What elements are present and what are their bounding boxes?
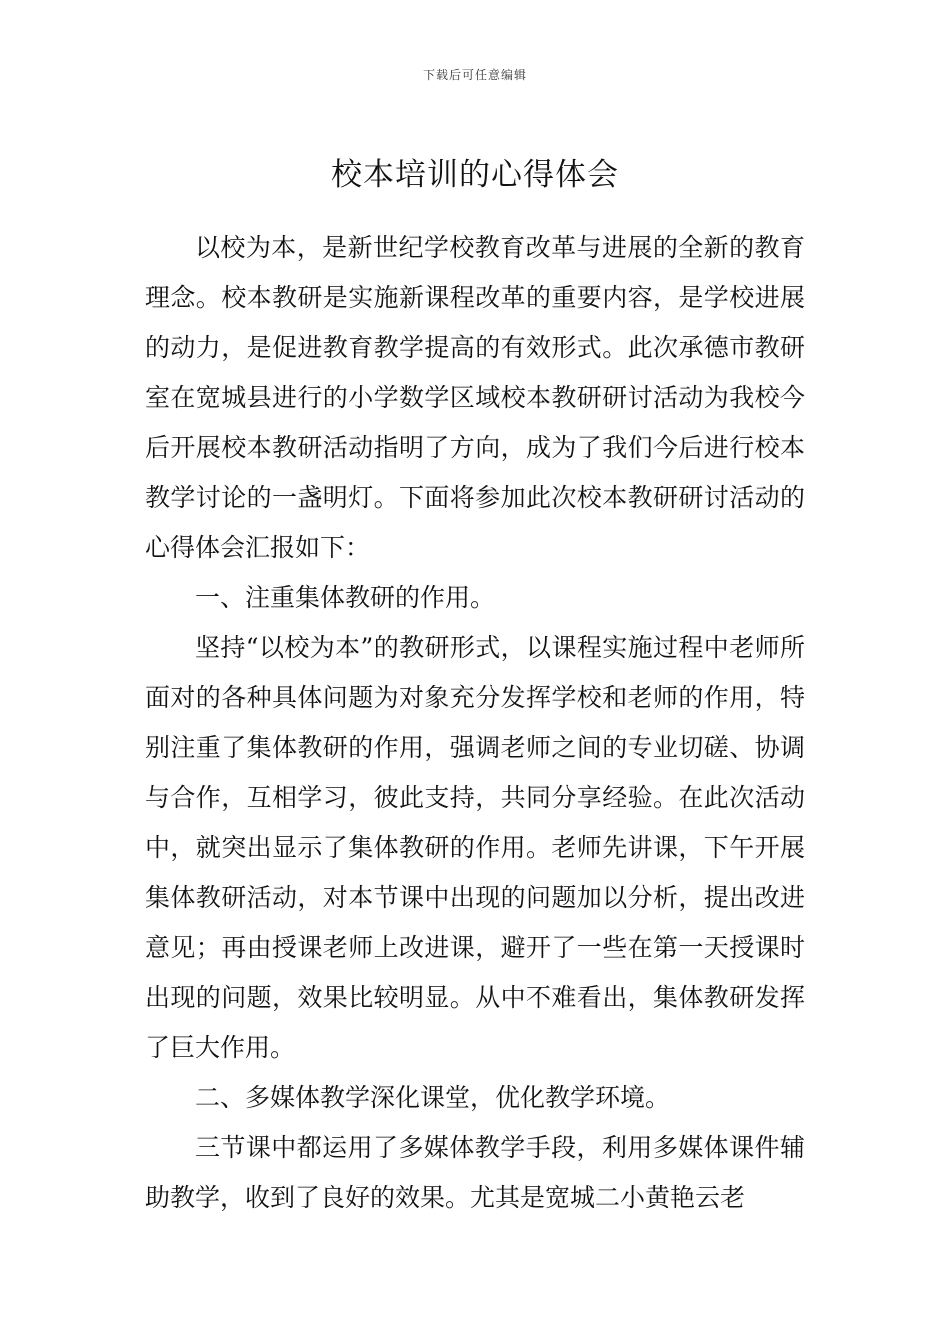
document-body (145, 223, 805, 1223)
paragraph-intro: 以校为本，是新世纪学校教育改革与进展的全新的教育理念。校本教研是实施新课程改革的重要内容，是学校进展的动力，是促进教育教学提高的有效形式。此次承德市教研室在宽城县进行的小学数学区域校本教研研讨活动为我校今后开展校本教研活动指明了方向，成为了我们今后进行校本教学讨论的一盏明灯。下面将参加此次校本教研研讨活动的心得体会汇报如下： (145, 233, 805, 562)
header-note: 下载后可任意编辑 (422, 68, 527, 82)
document-title: 校本培训的心得体会 (331, 156, 619, 193)
paragraph-section-1: 坚持“以校为本”的教研形式，以课程实施过程中老师所面对的各种具体问题为对象充分发挥学校和老师的作用，特别注重了集体教研的作用，强调老师之间的专业切磋、协调与合作，互相学习，彼此支持，共同分享经验。在此次活动中，就突出显示了集体教研的作用。老师先讲课，下午开展集体教研活动，对本节课中出现的问题加以分析，提出改进意见；再由授课老师上改进课，避开了一些在第一天授课时出现的问题，效果比较明显。从中不难看出，集体教研发挥了巨大作用。 (145, 633, 805, 1062)
section-heading-1: 一、注重集体教研的作用。 (195, 583, 496, 612)
section-heading-2: 二、多媒体教学深化课堂，优化教学环境。 (195, 1083, 671, 1112)
paragraph-section-2: 三节课中都运用了多媒体教学手段，利用多媒体课件辅助教学，收到了良好的效果。尤其是宽城二小黄艳云老 (145, 1133, 805, 1212)
